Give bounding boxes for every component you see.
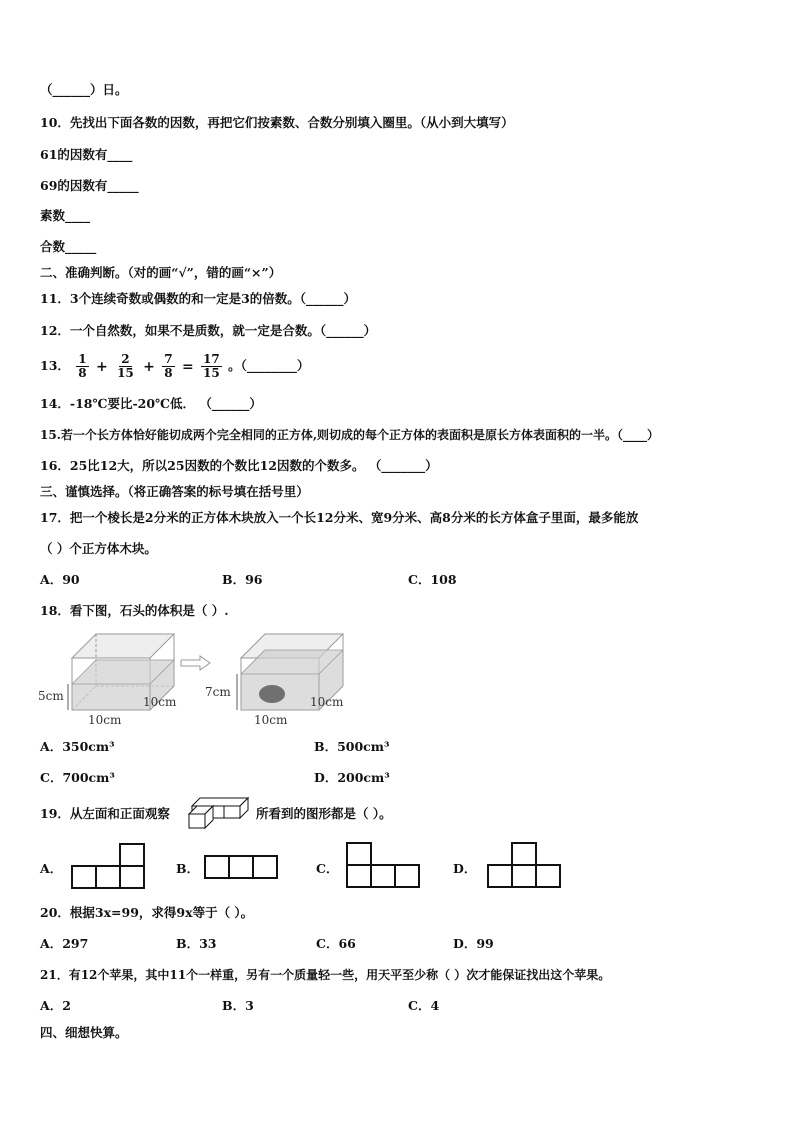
question-11: 11．3个连续奇数或偶数的和一定是3的倍数。（______）: [40, 291, 357, 306]
q19-option-c-shape: [347, 843, 419, 887]
q19-label-c: C．: [316, 861, 339, 876]
q21-option-a: A．2: [40, 998, 71, 1013]
q21-option-b: B．3: [222, 998, 254, 1013]
q19-option-b-shape: [205, 856, 277, 878]
question-10-factors-69: 69的因数有_____: [40, 178, 139, 193]
q19-label-d: D．: [453, 861, 477, 876]
question-21: 21．有12个苹果，其中11个一样重，另有一个质量轻一些，用天平至少称（ ）次才能保证找出这个苹果。: [40, 968, 611, 982]
question-15: 15.若一个长方体恰好能切成两个完全相同的正方体,则切成的每个正方体的表面积是原长方体表面积的一半。（____）: [40, 428, 660, 442]
question-19-suffix: 所看到的图形都是（ ）。: [256, 806, 392, 821]
q21-option-c: C．4: [408, 998, 440, 1013]
left-height-label: 5cm: [38, 689, 64, 703]
question-10-primes: 素数____: [40, 208, 91, 223]
q20-option-d: D．99: [453, 936, 494, 951]
left-depth-label: 10cm: [143, 695, 177, 709]
q18-option-a: A．350cm³: [40, 739, 115, 754]
fraction-17-15: $\frac{17}{15}$: [203, 352, 220, 380]
fraction-7-8: $\frac{7}{8}$: [164, 352, 173, 380]
q19-option-a-shape: [72, 844, 144, 888]
section-2-heading: 二、准确判断。（对的画“√”，错的画“×”）: [40, 265, 282, 280]
question-14: 14．-18℃要比-20℃低． （______）: [40, 396, 262, 411]
question-10: 10．先找出下面各数的因数，再把它们按素数、合数分别填入圈里。（从小到大填写）: [40, 115, 514, 130]
left-width-label: 10cm: [88, 713, 122, 727]
question-17-continued: （ ）个正方体木块。: [40, 541, 157, 556]
q18-option-c: C．700cm³: [40, 770, 115, 785]
q17-option-b: B．96: [222, 572, 263, 587]
q19-block-figure: [189, 798, 248, 828]
question-13-number: 13．: [40, 358, 70, 373]
plus-sign: +: [143, 358, 155, 375]
q18-option-d: D．200cm³: [314, 770, 390, 785]
question-16: 16．25比12大，所以25因数的个数比12因数的个数多。 （_______）: [40, 458, 438, 473]
right-height-label: 7cm: [205, 685, 231, 699]
question-13-tail: 。（________）: [228, 358, 310, 373]
q20-option-c: C．66: [316, 936, 356, 951]
section-4-heading: 四、细想快算。: [40, 1025, 128, 1040]
plus-sign: +: [95, 358, 108, 375]
question-20: 20．根据3x=99，求得9x等于（ ）。: [40, 905, 254, 920]
question-19-prefix: 19．从左面和正面观察: [40, 806, 170, 821]
equals-sign: =: [181, 358, 194, 375]
stone-icon: [259, 685, 285, 703]
right-width-label: 10cm: [254, 713, 288, 727]
fraction-2-15: $\frac{2}{15}$: [117, 352, 134, 380]
question-17: 17．把一个棱长是2分米的正方体木块放入一个长12分米、宽9分米、高8分米的长方体盒子里面，最多能放: [40, 510, 639, 525]
q20-option-a: A．297: [40, 936, 89, 951]
right-depth-label: 10cm: [310, 695, 344, 709]
transition-arrow-icon: [181, 656, 210, 670]
q20-option-b: B．33: [176, 936, 217, 951]
answer-blank-line: （______）日。: [40, 82, 128, 97]
q19-label-a: A．: [40, 861, 63, 876]
fraction-1-8: $\frac{1}{8}$: [78, 352, 87, 380]
q18-option-b: B．500cm³: [314, 739, 390, 754]
question-12: 12．一个自然数，如果不是质数，就一定是合数。（______）: [40, 323, 377, 338]
question-10-composites: 合数_____: [40, 239, 97, 254]
question-10-factors-61: 61的因数有____: [40, 147, 133, 162]
section-3-heading: 三、谨慎选择。（将正确答案的标号填在括号里）: [40, 484, 309, 499]
question-18: 18．看下图，石头的体积是（ ）.: [40, 603, 229, 618]
q19-label-b: B．: [176, 861, 200, 876]
q17-option-a: A．90: [40, 572, 80, 587]
q17-option-c: C．108: [408, 572, 457, 587]
q19-option-d-shape: [488, 843, 560, 887]
